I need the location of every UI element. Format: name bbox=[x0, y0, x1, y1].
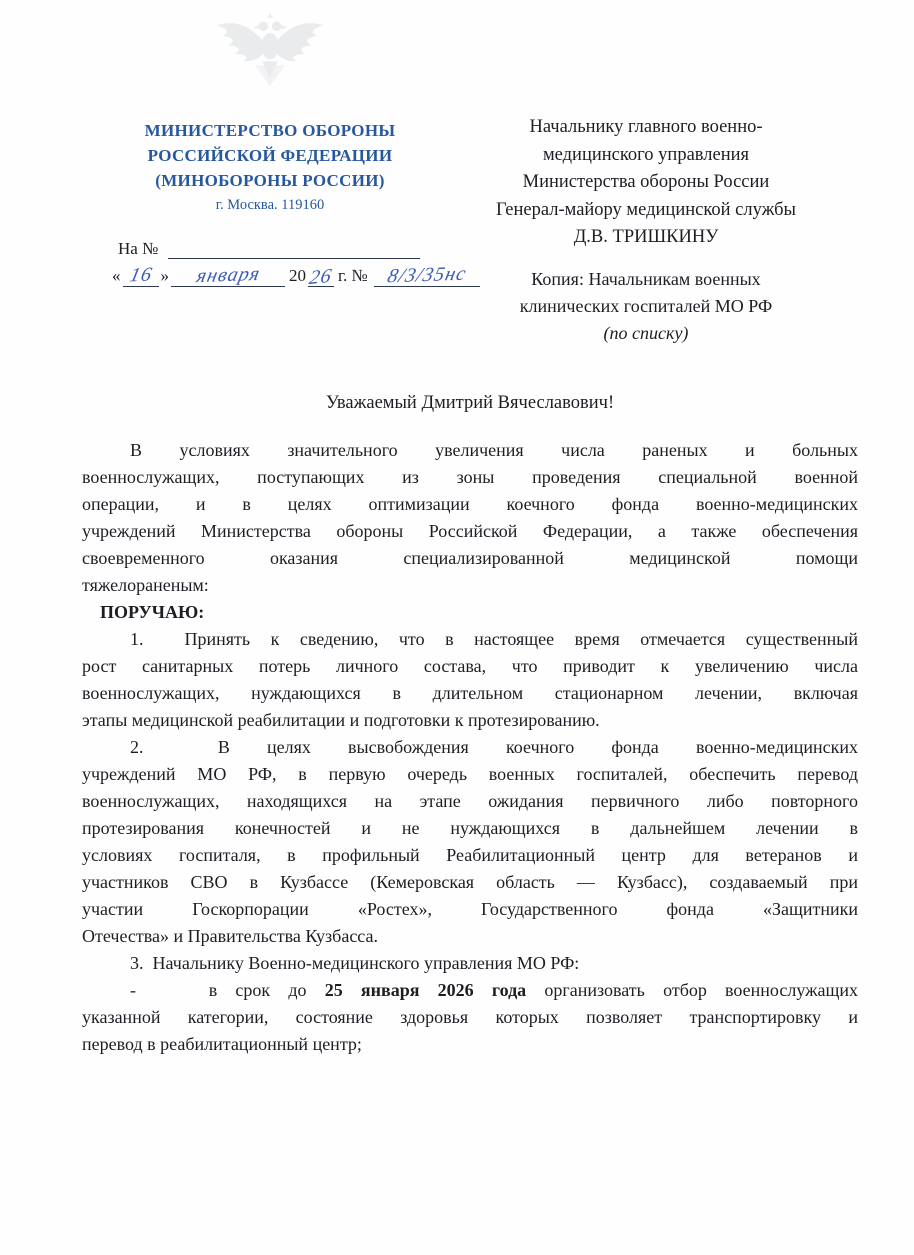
body-line: 1. Принять к сведению, что в настоящее время отмечается существенный bbox=[130, 629, 858, 649]
body-line: учреждений Министерства обороны Российской Федерации, а также обеспечения bbox=[82, 521, 858, 541]
letterhead-org-line: МИНИСТЕРСТВО ОБОРОНЫ bbox=[144, 121, 396, 140]
body-line: участии Госкорпорации «Ростех», Государственного фонда «Защитники bbox=[82, 899, 858, 919]
letterhead-org-line: РОССИЙСКОЙ ФЕДЕРАЦИИ bbox=[147, 146, 393, 165]
addressee-line: Министерства обороны России bbox=[522, 172, 770, 192]
item-3-dash-1 bbox=[82, 977, 858, 1058]
body-line: В условиях значительного увеличения числа раненых и больных bbox=[130, 440, 858, 460]
body-line: этапы медицинской реабилитации и подготовки к протезированию. bbox=[82, 710, 600, 730]
item-2 bbox=[82, 734, 858, 950]
addressee-line: Генерал-майору медицинской службы bbox=[495, 199, 796, 220]
na-no-label: На № bbox=[118, 239, 159, 258]
month-blank bbox=[171, 260, 285, 287]
day-blank bbox=[123, 260, 159, 287]
body-line: - в срок до 25 января 2026 года организовать отбор военнослужащих bbox=[130, 980, 858, 1000]
handwritten-year: 26 bbox=[307, 264, 334, 290]
body-line: рост санитарных потерь личного состава, что приводит к увеличению числа bbox=[82, 656, 858, 676]
open-quote: « bbox=[112, 266, 121, 285]
body-line: военнослужащих, находящихся на этапе ожидания первичного либо повторного bbox=[82, 791, 858, 811]
addressee-line: медицинского управления bbox=[542, 144, 750, 165]
paragraph-intro bbox=[82, 437, 858, 599]
body-line: условиях госпиталя, в профильный Реабилитационный центр для ветеранов и bbox=[82, 845, 858, 865]
g-no-label: г. № bbox=[338, 266, 368, 285]
handwritten-month: января bbox=[194, 262, 263, 288]
addressee-line: Начальнику главного военно- bbox=[529, 117, 763, 137]
body-line: 3. Начальнику Военно-медицинского управления МО РФ: bbox=[130, 953, 580, 973]
reference-to-number-row bbox=[118, 239, 420, 259]
year-prefix: 20 bbox=[289, 266, 306, 285]
body-line: военнослужащих, поступающих из зоны проведения специальной военной bbox=[82, 467, 858, 487]
letter-body bbox=[82, 437, 858, 1058]
copy-note: (по списку) bbox=[603, 323, 689, 343]
copy-recipients-block bbox=[428, 266, 864, 347]
reference-blank-line bbox=[168, 241, 420, 259]
body-line: перевод в реабилитационный центр; bbox=[82, 1034, 362, 1054]
coat-of-arms-eagle-icon bbox=[213, 10, 327, 90]
body-line: ПОРУЧАЮ: bbox=[100, 602, 205, 622]
copy-line: Копия: Начальникам военных bbox=[531, 269, 761, 289]
body-line: своевременного оказания специализированной медицинской помощи bbox=[82, 548, 858, 568]
body-line: указанной категории, состояние здоровья которых позволяет транспортировку и bbox=[82, 1007, 858, 1027]
poruchayu-heading bbox=[82, 599, 858, 626]
letterhead-org-line: (МИНОБОРОНЫ РОССИИ) bbox=[155, 171, 385, 190]
year-blank bbox=[307, 260, 334, 290]
date-and-number-row bbox=[110, 261, 480, 290]
addressee-block bbox=[428, 114, 864, 252]
salutation: Уважаемый Дмитрий Вячеславович! bbox=[325, 393, 615, 413]
body-line: операции, и в целях оптимизации коечного фонда военно-медицинских bbox=[82, 494, 858, 514]
letterhead-address: г. Москва. 119160 bbox=[215, 197, 325, 213]
body-line: участников СВО в Кузбассе (Кемеровская область — Кузбасс), создаваемый при bbox=[82, 872, 858, 892]
body-line: 2. В целях высвобождения коечного фонда военно-медицинских bbox=[130, 737, 858, 757]
copy-line: клинических госпиталей МО РФ bbox=[519, 296, 773, 316]
body-line: тяжелораненым: bbox=[82, 575, 209, 595]
handwritten-number: 8/3/35нс bbox=[385, 262, 469, 288]
addressee-name: Д.В. ТРИШКИНУ bbox=[573, 227, 719, 247]
handwritten-day: 16 bbox=[127, 263, 155, 287]
item-1 bbox=[82, 626, 858, 734]
body-line: протезирования конечностей и не нуждающихся в дальнейшем лечении в bbox=[82, 818, 858, 838]
letterhead-org-name bbox=[100, 118, 440, 193]
body-line: учреждений МО РФ, в первую очередь военных госпиталей, обеспечить перевод bbox=[82, 764, 858, 784]
body-line: военнослужащих, нуждающихся в длительном стационарном лечении, включая bbox=[82, 683, 858, 703]
close-quote: » bbox=[160, 266, 169, 285]
item-3 bbox=[82, 950, 858, 977]
body-line: Отечества» и Правительства Кузбасса. bbox=[82, 926, 379, 946]
